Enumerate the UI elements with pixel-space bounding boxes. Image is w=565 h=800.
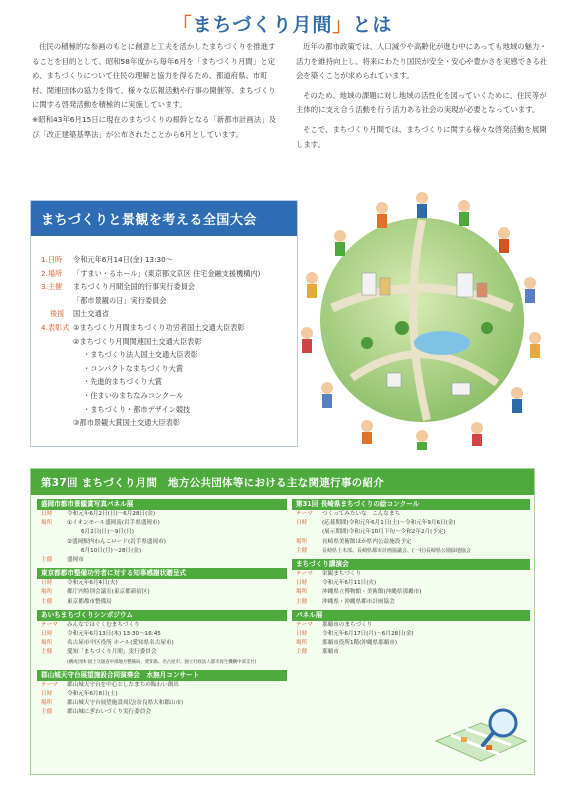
event-card <box>37 610 287 667</box>
event-row <box>37 630 287 639</box>
event-row-value: 那覇市 <box>322 649 339 656</box>
tree-icon <box>361 337 373 349</box>
event-row-value: 郡山城にぎわいづくり実行委員会 <box>67 709 151 716</box>
event-row <box>292 621 530 630</box>
event-row-label: 場所 <box>296 538 308 545</box>
map-magnifier-illustration <box>431 701 531 773</box>
event-row-value: つくってみたいな こんなまち <box>322 511 401 517</box>
event-row-label: 場所 <box>41 520 53 527</box>
title-main: まちづくり月間 <box>192 14 333 36</box>
event-row-label: テーマ <box>296 621 313 628</box>
event-row-label: 主催 <box>296 598 308 605</box>
event-card <box>37 670 287 718</box>
conference-date: 令和元年6月14日(金) 13:30～ <box>73 255 173 264</box>
event-row <box>292 570 530 579</box>
conference-host-1: まちづくり月間全国的行事実行委員会 <box>73 282 196 292</box>
event-row <box>37 510 287 519</box>
event-row-value: 令和元年6月8日(土) <box>67 691 118 698</box>
intro-right-column <box>296 40 548 152</box>
intro-left-note: ※昭和43年6月15日に現在のまちづくりの根幹となる「新都市計画法」及び「改正建築基準法」が公布されたことから6月としています。 <box>32 114 276 139</box>
event-row-value: 6月2日(日)～9日(日) <box>81 529 134 536</box>
event-row-value: 名古屋市中区役所 ホール(愛知県名古屋市) <box>67 640 174 647</box>
event-row-value: ①イオンモール盛岡南(岩手県盛岡市) <box>67 520 160 527</box>
event-title: 郡山城天守台展望施設合同演奏会 水無月コンサート <box>37 670 287 681</box>
event-row-label: 日時 <box>41 580 53 587</box>
event-row-label: 日時 <box>41 691 53 698</box>
event-row <box>292 547 530 556</box>
event-row-value: 那覇市役所1階(沖縄県那覇市) <box>322 640 398 647</box>
event-row-value: 長崎県土木部、長崎県都市計画協議会、(一社)長崎県公園緑地協会 <box>322 547 471 554</box>
event-row <box>37 648 287 657</box>
building-icon <box>457 273 473 297</box>
conference-date-label: 1.日時 <box>41 255 63 264</box>
event-card <box>292 610 530 658</box>
event-row-value: 都庁内特別会議室(東京都新宿区) <box>67 589 150 596</box>
conference-support: 国土交通省 <box>73 309 109 319</box>
event-row-value: 長崎県美術館ほか県内公益施設予定 <box>322 538 412 545</box>
event-row-label: テーマ <box>41 621 58 628</box>
page-title <box>0 10 565 37</box>
award-item: ・住まいのまちなみコンクール <box>83 390 184 400</box>
event-row-value: (応募期間)令和元年6月1日(土)～令和元年9月6日(金) <box>322 520 456 527</box>
event-row-value: 沖縄県・沖縄県都市計画協会 <box>322 598 395 605</box>
events-heading: 第37回 まちづくり月間 地方公共団体等における主な関連行事の紹介 <box>31 469 534 495</box>
event-row-value: 栄観まちづくり <box>322 571 362 578</box>
event-card <box>37 568 287 607</box>
event-row <box>37 519 287 528</box>
event-row-label: 日時 <box>296 580 308 587</box>
event-row <box>292 648 530 657</box>
award-item: ・先進的まちづくり大賞 <box>83 377 162 387</box>
event-row <box>37 639 287 648</box>
event-row-label: 日時 <box>41 631 53 638</box>
event-row <box>37 699 287 708</box>
intro-right-paragraph-2: そのため、地域の課題に対し地域の活性化を図っていくために、住民等が主体的に支え合う活動を行う活力ある社会の実現が必要となっています。 <box>296 90 547 115</box>
conference-award-row <box>41 321 296 335</box>
event-row <box>292 639 530 648</box>
event-row <box>37 556 287 565</box>
conference-venue-label: 2.場所 <box>41 268 63 278</box>
conference-venue: 「すまい・るホール」(東京都文京区 住宅金融支援機構内) <box>73 268 261 278</box>
event-row-value: 令和元年6月17日(月)～6月28日(金) <box>322 631 414 638</box>
event-row <box>37 708 287 717</box>
event-row-label: 場所 <box>296 640 308 647</box>
award-item: ③都市景観大賞国土交通大臣表彰 <box>73 418 181 428</box>
event-card <box>292 499 530 556</box>
event-row-value: 盛岡市 <box>67 557 84 564</box>
event-row-label: テーマ <box>296 511 313 517</box>
event-title: 第31回 長崎県まちづくりの絵コンクール <box>292 499 530 510</box>
award-item: ・まちづくり・都市デザイン競技 <box>83 404 191 414</box>
award-item: ①まちづくり月間まちづくり功労者国土交通大臣表彰 <box>73 322 245 332</box>
conference-support-label: 後援 <box>50 309 65 319</box>
event-title: まちづくり講演会 <box>292 559 530 570</box>
event-row-value: 郡山城天守台を中心としたまちの賑わい創出 <box>67 681 179 688</box>
event-row <box>292 598 530 607</box>
related-events-box <box>30 468 535 775</box>
conference-host-label: 3.主催 <box>41 282 63 292</box>
event-row-value: 郡山城天守台展望施設周辺(奈良県大和郡山市) <box>67 700 184 707</box>
event-row-value: (展示期間)令和元年10月下旬～令和2年2月(予定) <box>322 529 446 536</box>
conference-support-row <box>41 307 296 321</box>
event-row-label: テーマ <box>41 681 58 688</box>
event-row <box>37 681 287 690</box>
event-row-value: 沖縄県立博物館・美術館(沖縄県那覇市) <box>322 589 422 596</box>
tree-icon <box>395 321 409 335</box>
conference-award-label: 4.表彰式 <box>41 322 70 332</box>
building-icon <box>380 278 390 295</box>
event-row-label: 日時 <box>296 520 308 527</box>
event-row-label: 主催 <box>41 709 53 716</box>
building-icon <box>362 273 376 295</box>
event-row-label: 場所 <box>41 589 53 596</box>
event-row <box>292 630 530 639</box>
conference-heading: まちづくりと景観を考える全国大会 <box>31 201 297 236</box>
intro-left-paragraph: 住民の積極的な参画のもとに創意と工夫を活かしたまちづくりを推進することを目的として、昭和58年度から毎年6月を「まちづくり月間」と定め、まちづくりについて住民の理解と協力を得るため、都道府県、市町村、関連団体の協力を得て、様々な広報活動や行事の開催等、まちづくりに関する啓発活動を積極的に実施しています。 <box>32 42 276 110</box>
event-row <box>292 538 530 547</box>
award-item: ②まちづくり月間関連国土交通大臣表彰 <box>73 336 202 346</box>
event-row <box>37 588 287 597</box>
tree-icon <box>481 322 493 334</box>
event-row-label: 主催 <box>41 557 53 564</box>
building-icon <box>477 283 487 297</box>
event-title: パネル展 <box>292 610 530 621</box>
event-row-value: 令和元年6月2日(日)～6月28日(金) <box>67 511 156 517</box>
award-item: ・まちづくり法人国土交通大臣表彰 <box>83 350 198 360</box>
event-row <box>37 579 287 588</box>
event-row-value: 愛知「まちづくり月間」実行委員会 <box>67 649 157 656</box>
event-title: 東京都都市整備功労者に対する知事感謝状贈呈式 <box>37 568 287 579</box>
title-suffix: とは <box>352 14 393 36</box>
event-row <box>292 588 530 597</box>
intro-right-paragraph-1: 近年の都市政策では、人口減少や高齢化が進む中にあっても地域の魅力・活力を維持向上し、将来にわたり国民が安全・安心や豊かさを実感できる社会を築くことが求められています。 <box>296 42 548 81</box>
event-title: 盛岡市都市景観賞写真パネル展 <box>37 499 287 510</box>
conference-host-2: 「都市景観の日」実行委員会 <box>73 295 167 305</box>
event-row <box>37 690 287 699</box>
event-row <box>37 598 287 607</box>
event-row-label: 主催 <box>41 598 53 605</box>
award-item: ・コンパクトなまちづくり大賞 <box>83 363 184 373</box>
event-row-label: 主催 <box>41 649 53 656</box>
events-right-column <box>292 499 530 661</box>
event-row-label: 日時 <box>296 631 308 638</box>
house-icon <box>387 373 401 387</box>
intro-right-paragraph-3: そこで、まちづくり月間では、まちづくりに関する様々な啓発活動を展開します。 <box>296 124 547 149</box>
event-row-label: 場所 <box>296 589 308 596</box>
event-row-value: 令和元年6月4日(火) <box>67 580 118 587</box>
event-row-label: 場所 <box>41 700 53 707</box>
national-conference-box <box>30 200 298 447</box>
event-row-value: みんなではぐくむまちづくり <box>67 621 140 628</box>
event-row-value: 東京都都市整備局 <box>67 598 112 605</box>
globe-illustration <box>292 178 552 450</box>
house-icon <box>452 383 470 395</box>
event-row-label: 日時 <box>41 511 53 517</box>
title-close-bracket: 」 <box>332 14 353 36</box>
conference-venue-row <box>41 267 296 281</box>
event-row <box>292 519 530 528</box>
conference-host-row <box>41 280 296 294</box>
event-row-value: 6月10日(月)～28日(金) <box>81 547 142 554</box>
title-open-bracket: 「 <box>172 14 193 36</box>
event-row <box>37 621 287 630</box>
event-row-value: 令和元年6月11日(火) <box>322 580 377 587</box>
event-row-value: (構成団体:国土交通省中部地方整備局、愛知県、名古屋市、独立行政法人都市再生機構中部支社) <box>67 659 257 665</box>
event-card <box>292 559 530 607</box>
event-row-label: 主催 <box>296 547 308 554</box>
conference-date-row <box>41 253 296 267</box>
event-row-label: 場所 <box>41 640 53 647</box>
event-row-label: 主催 <box>296 649 308 656</box>
event-row-value: 令和元年6月13日(木) 13:30～16:45 <box>67 631 161 638</box>
event-row <box>292 510 530 519</box>
event-title: あいちまちづくりシンポジウム <box>37 610 287 621</box>
events-left-column <box>37 499 287 721</box>
conference-details <box>41 253 296 430</box>
event-row-label: テーマ <box>296 571 313 578</box>
event-card <box>37 499 287 565</box>
event-row-value: ②盛岡駅内わんこロード(岩手県盛岡市) <box>67 538 166 545</box>
intro-left-column <box>32 40 282 142</box>
pond-icon <box>414 331 470 355</box>
event-row <box>292 579 530 588</box>
event-row-value: 那覇市のまちづくり <box>322 621 373 628</box>
